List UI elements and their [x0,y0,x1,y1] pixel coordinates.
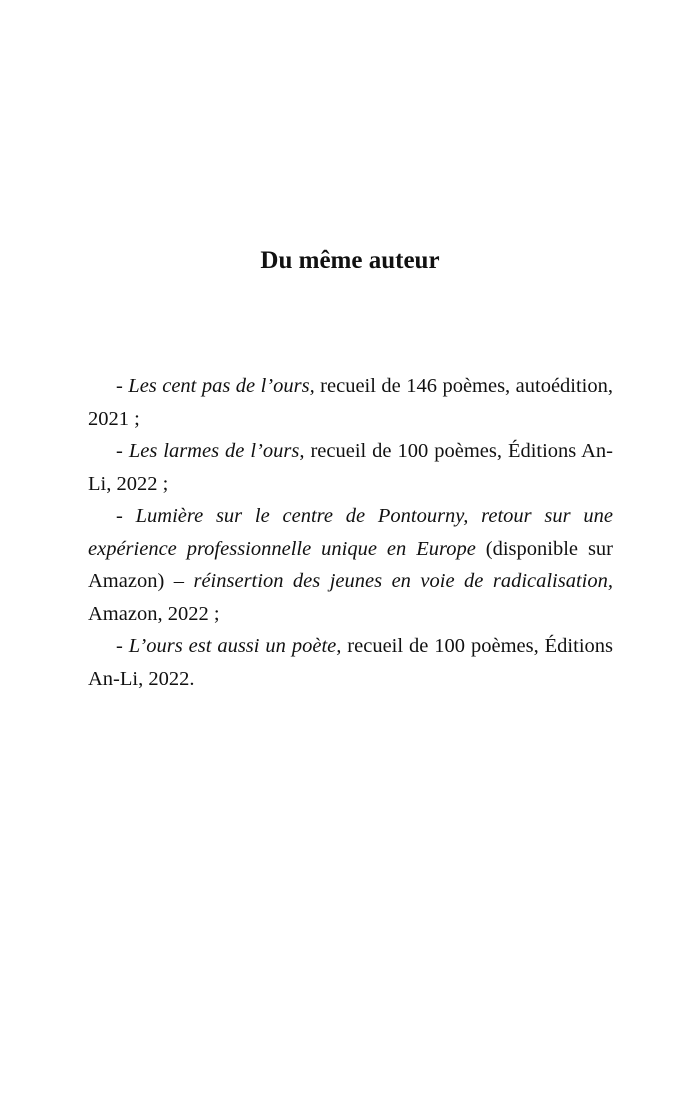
bibliography-entry-2 [88,435,613,500]
page-title: Du même auteur [260,247,440,274]
bibliography-entry-1 [88,370,613,435]
entry-dash: - [116,635,129,657]
bibliography-entry-3 [88,500,613,630]
entry-details: recueil de 100 poèmes, Éditions An-Li, 2022. [88,635,613,690]
entry-subtitle: réinsertion des jeunes en voie de radicalisation, [193,570,613,592]
entry-dash: - [116,505,136,527]
entry-title: L’ours est aussi un poète, [128,635,342,657]
entry-title: Lumière sur le centre de Pontourny, retour sur une expérience professionnelle unique en Europe [88,505,613,560]
entry-details: Amazon, 2022 ; [88,602,220,625]
entry-note: (disponible sur Amazon) – [88,537,614,592]
entry-details: recueil de 146 poèmes, autoédition, 2021 ; [88,375,614,430]
entry-dash: - [116,440,129,462]
bibliography-list [88,370,613,695]
entry-dash: - [116,375,129,397]
bibliography-entry-4 [88,630,613,695]
entry-title: Les larmes de l’ours, [128,440,305,462]
entry-details: recueil de 100 poèmes, Éditions An-Li, 2022 ; [88,440,614,495]
entry-title: Les cent pas de l’ours, [128,375,315,397]
